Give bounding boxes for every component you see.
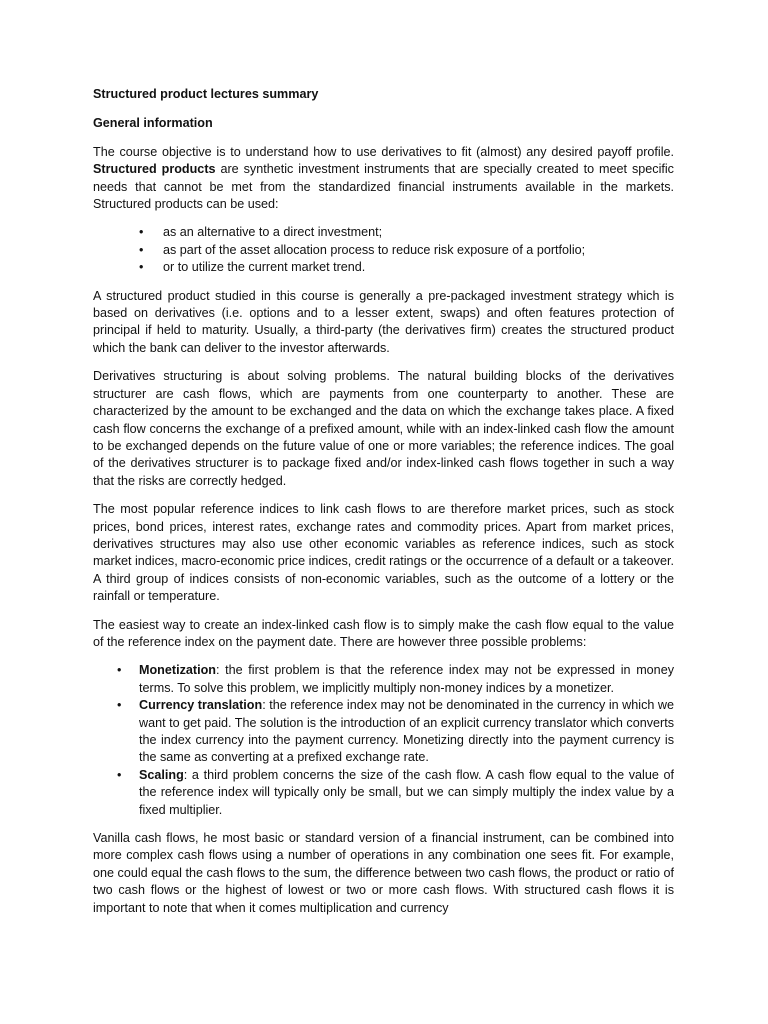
problem-text: : the first problem is that the reference index may not be expressed in money terms. To solve this problem, we implicitly multiply non-money indices by a monetizer.: [139, 663, 674, 695]
paragraph-intro-lead: The course objective is to understand how to use derivatives to fit (almost) any desired payoff profile.: [93, 144, 674, 159]
paragraph-reference-indices: The most popular reference indices to link cash flows to are therefore market prices, such as stock prices, bond prices, interest rates, exchange rates and commodity prices. Apart from market prices, derivatives structures may also use other economic variables as reference indices, such as stock market indices, macro-economic price indices, credit ratings or the occurrence of a default or a takeover. A third group of indices consists of non-economic variables, such as the outcome of a lottery or the rainfall or temperature.: [93, 502, 674, 604]
problem-term-scaling: Scaling: [139, 767, 184, 782]
list-item: • as part of the asset allocation process to reduce risk exposure of a portfolio;: [93, 242, 674, 259]
problem-text: : a third problem concerns the size of the cash flow. A cash flow equal to the value of the reference index will typically only be small, but we can simply multiply the index value by a fixed multiplier.: [139, 767, 674, 817]
paragraph-structured-product: A structured product studied in this course is generally a pre-packaged investment strategy which is based on derivatives (i.e. options and to a lesser extent, swaps) and often features protection of principal if held to maturity. Usually, a third-party (the derivatives firm) creates the structured product which the bank can deliver to the investor afterwards.: [93, 288, 674, 355]
document-page: [93, 86, 674, 928]
list-item: [93, 697, 674, 767]
list-item: [93, 767, 674, 819]
uses-list: [93, 224, 674, 276]
problems-list: [93, 662, 674, 819]
section-heading: General information: [93, 116, 213, 131]
list-item: • as an alternative to a direct investment;: [93, 224, 674, 241]
paragraph-vanilla-cash-flows: Vanilla cash flows, he most basic or standard version of a financial instrument, can be combined into more complex cash flows using a number of operations in any combination one sees fit. For example, one could equal the cash flows to the sum, the difference between two cash flows, the product or ratio of two cash flows or the highest of lowest or two or more cash flows. With structured cash flows it is important to note that when it comes multiplication and currency: [93, 831, 674, 915]
paragraph-index-linked: The easiest way to create an index-linked cash flow is to simply make the cash flow equal to the value of the reference index on the payment date. There are however three possible problems:: [93, 617, 674, 649]
list-item: [93, 662, 674, 697]
problem-term-monetization: Monetization: [139, 663, 216, 678]
paragraph-derivatives-structuring: Derivatives structuring is about solving problems. The natural building blocks of the derivatives structurer are cash flows, which are payments from one counterparty to another. These are characterized by the amount to be exchanged and the data on which the exchange takes place. A fixed cash flow concerns the exchange of a prefixed amount, while with an index-linked cash flow the amount to be exchanged depends on the future value of one or more variables; the reference indices. The goal of the derivatives structurer is to package fixed and/or index-linked cash flows together in such a way that the risks are correctly hedged.: [93, 369, 674, 488]
list-item: • or to utilize the current market trend.: [93, 259, 674, 276]
document-title: Structured product lectures summary: [93, 87, 319, 101]
problem-term-currency-translation: Currency translation: [139, 698, 263, 713]
paragraph-intro: [93, 144, 674, 214]
paragraph-intro-rest: are synthetic investment instruments that are specially created to meet specific needs that cannot be met from the standardized financial instruments available in the markets. Structured products can be used:: [93, 162, 674, 212]
structured-products-term: Structured products: [93, 162, 216, 177]
problem-text: : the reference index may not be denominated in the currency in which we want to get paid. The solution is the introduction of an explicit currency translator which converts the index currency into the payment currency. Monetizing directly into the payment currency is the same as converting at a prefixed exchange rate.: [139, 698, 674, 765]
